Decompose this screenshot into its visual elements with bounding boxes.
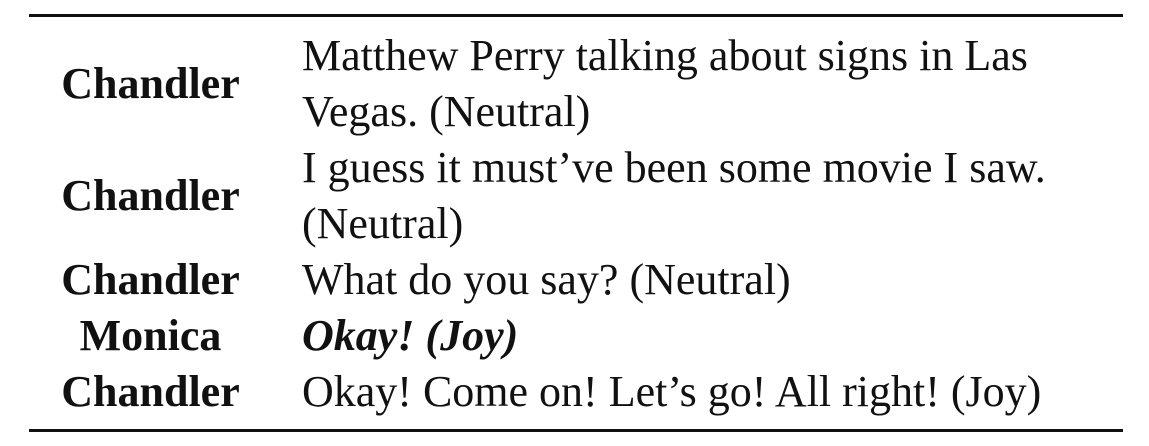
table-top-rule bbox=[29, 14, 1123, 17]
dialogue-table bbox=[29, 28, 1123, 420]
table-row bbox=[29, 28, 1123, 140]
utterance-cell: Matthew Perry talking about signs in Las Vegas. (Neutral) bbox=[302, 31, 1028, 136]
speaker-cell: Chandler bbox=[61, 59, 240, 108]
table-row bbox=[29, 140, 1123, 252]
table-row bbox=[29, 364, 1123, 420]
speaker-cell: Chandler bbox=[61, 171, 240, 220]
table-row bbox=[29, 308, 1123, 364]
speaker-cell: Chandler bbox=[61, 255, 240, 304]
utterance-cell: Okay! Come on! Let’s go! All right! (Joy) bbox=[302, 367, 1042, 416]
table-bottom-rule bbox=[29, 429, 1123, 432]
speaker-cell: Chandler bbox=[61, 367, 240, 416]
table-row bbox=[29, 252, 1123, 308]
speaker-cell: Monica bbox=[79, 311, 222, 360]
utterance-cell: I guess it must’ve been some movie I saw. (Neutral) bbox=[302, 143, 1046, 248]
utterance-cell: What do you say? (Neutral) bbox=[302, 255, 791, 304]
utterance-cell-highlighted: Okay! (Joy) bbox=[302, 311, 519, 360]
